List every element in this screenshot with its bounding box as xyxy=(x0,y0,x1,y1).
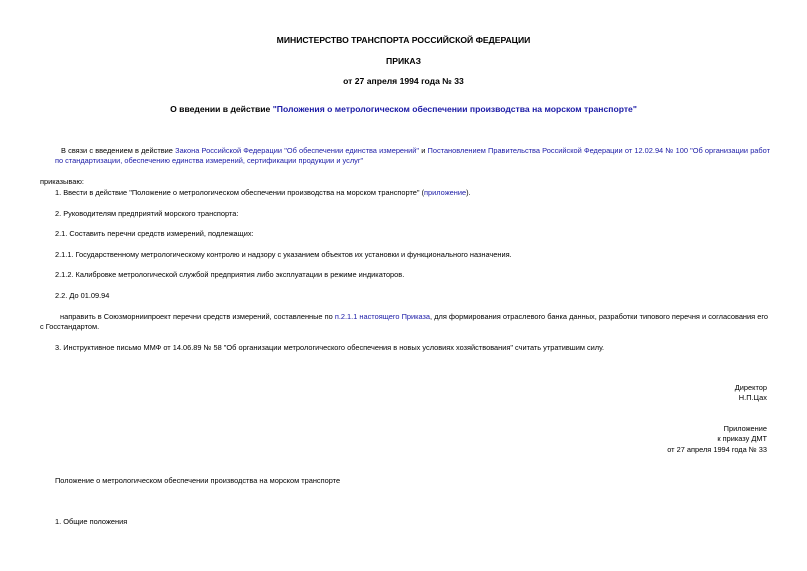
send-text: направить в Союзморниипроект перечни средств измерений, составленные по xyxy=(60,312,335,321)
signature-name: Н.П.Цах xyxy=(738,393,767,402)
preamble-paragraph xyxy=(55,146,770,166)
appendix-label: Приложение xyxy=(723,424,767,433)
doc-type-heading: ПРИКАЗ xyxy=(386,56,421,66)
preamble-text-2: и xyxy=(419,146,428,155)
appendix-date: от 27 апреля 1994 года № 33 xyxy=(667,445,767,454)
item-2-1: 2.1. Составить перечни средств измерений, подлежащих: xyxy=(55,229,254,238)
item-2: 2. Руководителям предприятий морского транспорта: xyxy=(55,209,239,218)
item-3: 3. Инструктивное письмо ММФ от 14.06.89 № 58 "Об организации метрологического обеспечения в новых условиях хозяйствования" считать утратившим силу. xyxy=(55,343,605,352)
doc-title xyxy=(0,104,807,114)
doc-title-prefix: О введении в действие xyxy=(170,104,273,114)
item-2-2: 2.2. До 01.09.94 xyxy=(55,291,110,300)
this-order-link[interactable]: настоящего Приказа xyxy=(359,312,431,321)
appendix-link[interactable]: приложение xyxy=(424,188,467,197)
doc-title-link[interactable]: "Положения о метрологическом обеспечении производства на морском транспорте" xyxy=(272,104,637,114)
item-1 xyxy=(55,188,471,198)
government-decree-link[interactable]: Постановлением Правительства Российской Федерации от 12.02.94 № 100 "Об организации работ по стандартизации, обеспечению единства измерений, сертификации продукции и услуг" xyxy=(55,146,770,165)
signature-position: Директор xyxy=(734,383,767,392)
item-1-text: 1. Ввести в действие "Положение о метрологическом обеспечении производства на морском транспорте" ( xyxy=(55,188,425,197)
send-paragraph xyxy=(40,312,768,332)
order-word: приказываю: xyxy=(40,177,84,186)
appendix-title: Положение о метрологическом обеспечении производства на морском транспорте xyxy=(55,476,341,485)
item-2-1-2: 2.1.2. Калибровке метрологической службой предприятия либо эксплуатации в режиме индикаторов. xyxy=(55,270,405,279)
clause-link[interactable]: п.2.1.1 xyxy=(334,312,358,321)
preamble-text-1: В связи с введением в действие xyxy=(61,146,176,155)
doc-date-number: от 27 апреля 1994 года № 33 xyxy=(343,76,464,86)
law-link[interactable]: Закона Российской Федерации "Об обеспечении единства измерений" xyxy=(175,146,420,155)
section-1-heading: 1. Общие положения xyxy=(55,517,128,526)
ministry-heading: МИНИСТЕРСТВО ТРАНСПОРТА РОССИЙСКОЙ ФЕДЕРАЦИИ xyxy=(276,35,531,45)
appendix-order-ref: к приказу ДМТ xyxy=(717,434,767,443)
item-2-1-1: 2.1.1. Государственному метрологическому контролю и надзору с указанием объектов их установки и функционального назначения. xyxy=(55,250,512,259)
send-end: , для формирования отраслевого банка данных, разработки типового перечня и согласования его с Госстандартом. xyxy=(40,312,768,331)
item-1-end: ). xyxy=(466,188,471,197)
